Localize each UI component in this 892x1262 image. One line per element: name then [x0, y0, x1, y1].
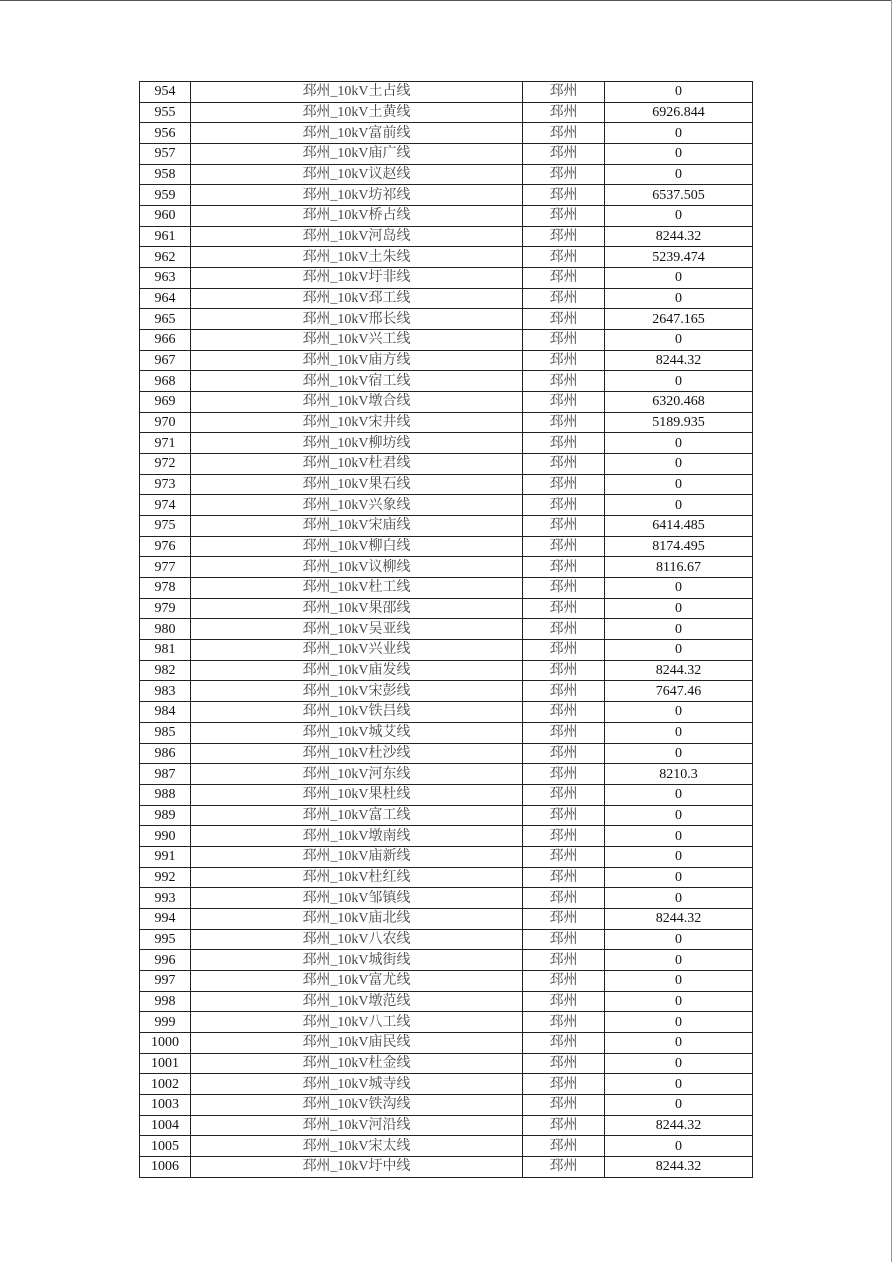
table-row: [140, 1053, 753, 1074]
row-id-cell: 987: [140, 764, 191, 785]
table-row: [140, 1115, 753, 1136]
line-name-cell: 邳州_10kV杜红线: [191, 867, 523, 888]
row-id-cell: 977: [140, 557, 191, 578]
area-cell: 邳州: [523, 722, 605, 743]
line-data-table: [139, 81, 753, 1178]
line-name-cell: 邳州_10kV兴工线: [191, 330, 523, 351]
row-id-cell: 978: [140, 578, 191, 599]
table-row: [140, 516, 753, 537]
table-row: [140, 1032, 753, 1053]
table-row: [140, 1156, 753, 1177]
row-id-cell: 999: [140, 1012, 191, 1033]
value-cell: 0: [605, 619, 753, 640]
line-name-cell: 邳州_10kV城艾线: [191, 722, 523, 743]
value-cell: 0: [605, 805, 753, 826]
area-cell: 邳州: [523, 1115, 605, 1136]
value-cell: 0: [605, 371, 753, 392]
value-cell: 0: [605, 867, 753, 888]
value-cell: 5239.474: [605, 247, 753, 268]
area-cell: 邳州: [523, 288, 605, 309]
line-name-cell: 邳州_10kV杜君线: [191, 454, 523, 475]
row-id-cell: 957: [140, 144, 191, 165]
table-row: [140, 433, 753, 454]
value-cell: 0: [605, 433, 753, 454]
table-row: [140, 82, 753, 103]
table-row: [140, 764, 753, 785]
table-row: [140, 371, 753, 392]
line-name-cell: 邳州_10kV富前线: [191, 123, 523, 144]
line-name-cell: 邳州_10kV兴象线: [191, 495, 523, 516]
area-cell: 邳州: [523, 908, 605, 929]
row-id-cell: 964: [140, 288, 191, 309]
line-name-cell: 邳州_10kV铁沟线: [191, 1094, 523, 1115]
row-id-cell: 990: [140, 826, 191, 847]
row-id-cell: 972: [140, 454, 191, 475]
table-row: [140, 330, 753, 351]
row-id-cell: 965: [140, 309, 191, 330]
line-name-cell: 邳州_10kV庙民线: [191, 1032, 523, 1053]
line-name-cell: 邳州_10kV宋庙线: [191, 516, 523, 537]
table-row: [140, 743, 753, 764]
area-cell: 邳州: [523, 330, 605, 351]
table-row: [140, 640, 753, 661]
area-cell: 邳州: [523, 598, 605, 619]
row-id-cell: 992: [140, 867, 191, 888]
row-id-cell: 982: [140, 660, 191, 681]
area-cell: 邳州: [523, 743, 605, 764]
row-id-cell: 954: [140, 82, 191, 103]
area-cell: 邳州: [523, 867, 605, 888]
area-cell: 邳州: [523, 516, 605, 537]
value-cell: 0: [605, 495, 753, 516]
table-row: [140, 392, 753, 413]
area-cell: 邳州: [523, 1012, 605, 1033]
area-cell: 邳州: [523, 495, 605, 516]
row-id-cell: 960: [140, 206, 191, 227]
area-cell: 邳州: [523, 660, 605, 681]
row-id-cell: 975: [140, 516, 191, 537]
table-row: [140, 1094, 753, 1115]
area-cell: 邳州: [523, 268, 605, 289]
row-id-cell: 994: [140, 908, 191, 929]
line-name-cell: 邳州_10kV河东线: [191, 764, 523, 785]
table-row: [140, 681, 753, 702]
value-cell: 0: [605, 743, 753, 764]
line-name-cell: 邳州_10kV邳工线: [191, 288, 523, 309]
row-id-cell: 996: [140, 950, 191, 971]
line-name-cell: 邳州_10kV杜金线: [191, 1053, 523, 1074]
area-cell: 邳州: [523, 578, 605, 599]
area-cell: 邳州: [523, 392, 605, 413]
row-id-cell: 961: [140, 226, 191, 247]
value-cell: 0: [605, 722, 753, 743]
row-id-cell: 962: [140, 247, 191, 268]
line-name-cell: 邳州_10kV果邵线: [191, 598, 523, 619]
table-row: [140, 950, 753, 971]
row-id-cell: 968: [140, 371, 191, 392]
line-name-cell: 邳州_10kV柳坊线: [191, 433, 523, 454]
line-name-cell: 邳州_10kV圩中线: [191, 1156, 523, 1177]
value-cell: 0: [605, 991, 753, 1012]
area-cell: 邳州: [523, 102, 605, 123]
row-id-cell: 991: [140, 846, 191, 867]
table-row: [140, 350, 753, 371]
line-name-cell: 邳州_10kV吴亚线: [191, 619, 523, 640]
table-row: [140, 144, 753, 165]
area-cell: 邳州: [523, 826, 605, 847]
line-name-cell: 邳州_10kV城街线: [191, 950, 523, 971]
value-cell: 6414.485: [605, 516, 753, 537]
value-cell: 0: [605, 474, 753, 495]
value-cell: 0: [605, 1012, 753, 1033]
area-cell: 邳州: [523, 557, 605, 578]
row-id-cell: 989: [140, 805, 191, 826]
value-cell: 0: [605, 702, 753, 723]
value-cell: 6537.505: [605, 185, 753, 206]
value-cell: 8244.32: [605, 1156, 753, 1177]
line-name-cell: 邳州_10kV果石线: [191, 474, 523, 495]
area-cell: 邳州: [523, 805, 605, 826]
row-id-cell: 993: [140, 888, 191, 909]
line-name-cell: 邳州_10kV土占线: [191, 82, 523, 103]
row-id-cell: 988: [140, 784, 191, 805]
row-id-cell: 998: [140, 991, 191, 1012]
value-cell: 0: [605, 640, 753, 661]
area-cell: 邳州: [523, 1136, 605, 1157]
table-row: [140, 929, 753, 950]
line-name-cell: 邳州_10kV桥占线: [191, 206, 523, 227]
value-cell: 5189.935: [605, 412, 753, 433]
table-body: [140, 82, 753, 1178]
row-id-cell: 966: [140, 330, 191, 351]
area-cell: 邳州: [523, 640, 605, 661]
row-id-cell: 1005: [140, 1136, 191, 1157]
area-cell: 邳州: [523, 412, 605, 433]
line-name-cell: 邳州_10kV庙新线: [191, 846, 523, 867]
row-id-cell: 1002: [140, 1074, 191, 1095]
line-name-cell: 邳州_10kV河岛线: [191, 226, 523, 247]
table-row: [140, 598, 753, 619]
area-cell: 邳州: [523, 1053, 605, 1074]
row-id-cell: 974: [140, 495, 191, 516]
value-cell: 0: [605, 784, 753, 805]
row-id-cell: 958: [140, 164, 191, 185]
table-row: [140, 495, 753, 516]
area-cell: 邳州: [523, 1074, 605, 1095]
value-cell: 0: [605, 846, 753, 867]
value-cell: 0: [605, 1032, 753, 1053]
area-cell: 邳州: [523, 164, 605, 185]
table-row: [140, 185, 753, 206]
table-row: [140, 102, 753, 123]
table-row: [140, 474, 753, 495]
row-id-cell: 956: [140, 123, 191, 144]
table-row: [140, 660, 753, 681]
area-cell: 邳州: [523, 247, 605, 268]
line-name-cell: 邳州_10kV八农线: [191, 929, 523, 950]
line-name-cell: 邳州_10kV富尤线: [191, 970, 523, 991]
value-cell: 0: [605, 164, 753, 185]
area-cell: 邳州: [523, 309, 605, 330]
line-name-cell: 邳州_10kV庙发线: [191, 660, 523, 681]
line-name-cell: 邳州_10kV墩范线: [191, 991, 523, 1012]
value-cell: 0: [605, 1094, 753, 1115]
value-cell: 8244.32: [605, 226, 753, 247]
table-row: [140, 557, 753, 578]
row-id-cell: 955: [140, 102, 191, 123]
area-cell: 邳州: [523, 784, 605, 805]
area-cell: 邳州: [523, 929, 605, 950]
area-cell: 邳州: [523, 1032, 605, 1053]
area-cell: 邳州: [523, 206, 605, 227]
value-cell: 8244.32: [605, 908, 753, 929]
value-cell: 8174.495: [605, 536, 753, 557]
value-cell: 0: [605, 578, 753, 599]
row-id-cell: 995: [140, 929, 191, 950]
row-id-cell: 971: [140, 433, 191, 454]
area-cell: 邳州: [523, 123, 605, 144]
line-name-cell: 邳州_10kV墩合线: [191, 392, 523, 413]
area-cell: 邳州: [523, 1156, 605, 1177]
table-row: [140, 970, 753, 991]
line-name-cell: 邳州_10kV河沿线: [191, 1115, 523, 1136]
line-name-cell: 邳州_10kV杜沙线: [191, 743, 523, 764]
table-row: [140, 288, 753, 309]
value-cell: 8244.32: [605, 1115, 753, 1136]
value-cell: 0: [605, 268, 753, 289]
area-cell: 邳州: [523, 991, 605, 1012]
row-id-cell: 976: [140, 536, 191, 557]
line-name-cell: 邳州_10kV杜工线: [191, 578, 523, 599]
line-name-cell: 邳州_10kV圩非线: [191, 268, 523, 289]
line-name-cell: 邳州_10kV庙北线: [191, 908, 523, 929]
row-id-cell: 985: [140, 722, 191, 743]
line-name-cell: 邳州_10kV坊祁线: [191, 185, 523, 206]
table-row: [140, 722, 753, 743]
table-row: [140, 784, 753, 805]
line-name-cell: 邳州_10kV土黄线: [191, 102, 523, 123]
area-cell: 邳州: [523, 144, 605, 165]
line-name-cell: 邳州_10kV邹镇线: [191, 888, 523, 909]
area-cell: 邳州: [523, 681, 605, 702]
table-row: [140, 454, 753, 475]
line-name-cell: 邳州_10kV果杜线: [191, 784, 523, 805]
area-cell: 邳州: [523, 226, 605, 247]
row-id-cell: 984: [140, 702, 191, 723]
row-id-cell: 1003: [140, 1094, 191, 1115]
value-cell: 0: [605, 950, 753, 971]
line-name-cell: 邳州_10kV议赵线: [191, 164, 523, 185]
value-cell: 2647.165: [605, 309, 753, 330]
area-cell: 邳州: [523, 702, 605, 723]
value-cell: 7647.46: [605, 681, 753, 702]
line-name-cell: 邳州_10kV宿工线: [191, 371, 523, 392]
area-cell: 邳州: [523, 1094, 605, 1115]
line-name-cell: 邳州_10kV土朱线: [191, 247, 523, 268]
table-row: [140, 123, 753, 144]
table-row: [140, 826, 753, 847]
value-cell: 0: [605, 1074, 753, 1095]
table-row: [140, 206, 753, 227]
line-name-cell: 邳州_10kV宋太线: [191, 1136, 523, 1157]
line-name-cell: 邳州_10kV柳白线: [191, 536, 523, 557]
area-cell: 邳州: [523, 350, 605, 371]
row-id-cell: 1006: [140, 1156, 191, 1177]
area-cell: 邳州: [523, 950, 605, 971]
line-name-cell: 邳州_10kV宋井线: [191, 412, 523, 433]
area-cell: 邳州: [523, 846, 605, 867]
value-cell: 0: [605, 598, 753, 619]
table-row: [140, 226, 753, 247]
table-row: [140, 268, 753, 289]
table-row: [140, 867, 753, 888]
row-id-cell: 997: [140, 970, 191, 991]
value-cell: 0: [605, 888, 753, 909]
row-id-cell: 1001: [140, 1053, 191, 1074]
value-cell: 0: [605, 330, 753, 351]
row-id-cell: 981: [140, 640, 191, 661]
table-row: [140, 412, 753, 433]
row-id-cell: 979: [140, 598, 191, 619]
value-cell: 6926.844: [605, 102, 753, 123]
value-cell: 0: [605, 970, 753, 991]
area-cell: 邳州: [523, 454, 605, 475]
row-id-cell: 1004: [140, 1115, 191, 1136]
value-cell: 8210.3: [605, 764, 753, 785]
table-row: [140, 164, 753, 185]
area-cell: 邳州: [523, 536, 605, 557]
line-name-cell: 邳州_10kV宋彭线: [191, 681, 523, 702]
line-name-cell: 邳州_10kV邢长线: [191, 309, 523, 330]
area-cell: 邳州: [523, 619, 605, 640]
table-row: [140, 805, 753, 826]
row-id-cell: 970: [140, 412, 191, 433]
value-cell: 0: [605, 288, 753, 309]
row-id-cell: 967: [140, 350, 191, 371]
table-row: [140, 1074, 753, 1095]
table-row: [140, 702, 753, 723]
page-top-edge: [0, 0, 892, 1]
area-cell: 邳州: [523, 371, 605, 392]
line-name-cell: 邳州_10kV铁吕线: [191, 702, 523, 723]
value-cell: 6320.468: [605, 392, 753, 413]
line-name-cell: 邳州_10kV庙广线: [191, 144, 523, 165]
line-name-cell: 邳州_10kV城寺线: [191, 1074, 523, 1095]
area-cell: 邳州: [523, 82, 605, 103]
table-row: [140, 578, 753, 599]
row-id-cell: 959: [140, 185, 191, 206]
line-name-cell: 邳州_10kV墩南线: [191, 826, 523, 847]
value-cell: 0: [605, 454, 753, 475]
area-cell: 邳州: [523, 185, 605, 206]
line-name-cell: 邳州_10kV兴业线: [191, 640, 523, 661]
row-id-cell: 980: [140, 619, 191, 640]
value-cell: 0: [605, 144, 753, 165]
row-id-cell: 973: [140, 474, 191, 495]
row-id-cell: 969: [140, 392, 191, 413]
value-cell: 8116.67: [605, 557, 753, 578]
area-cell: 邳州: [523, 764, 605, 785]
value-cell: 0: [605, 206, 753, 227]
row-id-cell: 1000: [140, 1032, 191, 1053]
line-name-cell: 邳州_10kV八工线: [191, 1012, 523, 1033]
table-row: [140, 888, 753, 909]
area-cell: 邳州: [523, 433, 605, 454]
line-name-cell: 邳州_10kV富工线: [191, 805, 523, 826]
line-name-cell: 邳州_10kV议柳线: [191, 557, 523, 578]
value-cell: 0: [605, 1136, 753, 1157]
table-row: [140, 309, 753, 330]
value-cell: 8244.32: [605, 660, 753, 681]
area-cell: 邳州: [523, 474, 605, 495]
table-row: [140, 247, 753, 268]
row-id-cell: 963: [140, 268, 191, 289]
area-cell: 邳州: [523, 970, 605, 991]
value-cell: 0: [605, 929, 753, 950]
row-id-cell: 986: [140, 743, 191, 764]
value-cell: 0: [605, 1053, 753, 1074]
table-row: [140, 991, 753, 1012]
table-row: [140, 1136, 753, 1157]
area-cell: 邳州: [523, 888, 605, 909]
table-row: [140, 536, 753, 557]
table-row: [140, 908, 753, 929]
line-name-cell: 邳州_10kV庙方线: [191, 350, 523, 371]
value-cell: 0: [605, 123, 753, 144]
row-id-cell: 983: [140, 681, 191, 702]
table-row: [140, 619, 753, 640]
value-cell: 8244.32: [605, 350, 753, 371]
table-row: [140, 1012, 753, 1033]
value-cell: 0: [605, 826, 753, 847]
value-cell: 0: [605, 82, 753, 103]
table-row: [140, 846, 753, 867]
